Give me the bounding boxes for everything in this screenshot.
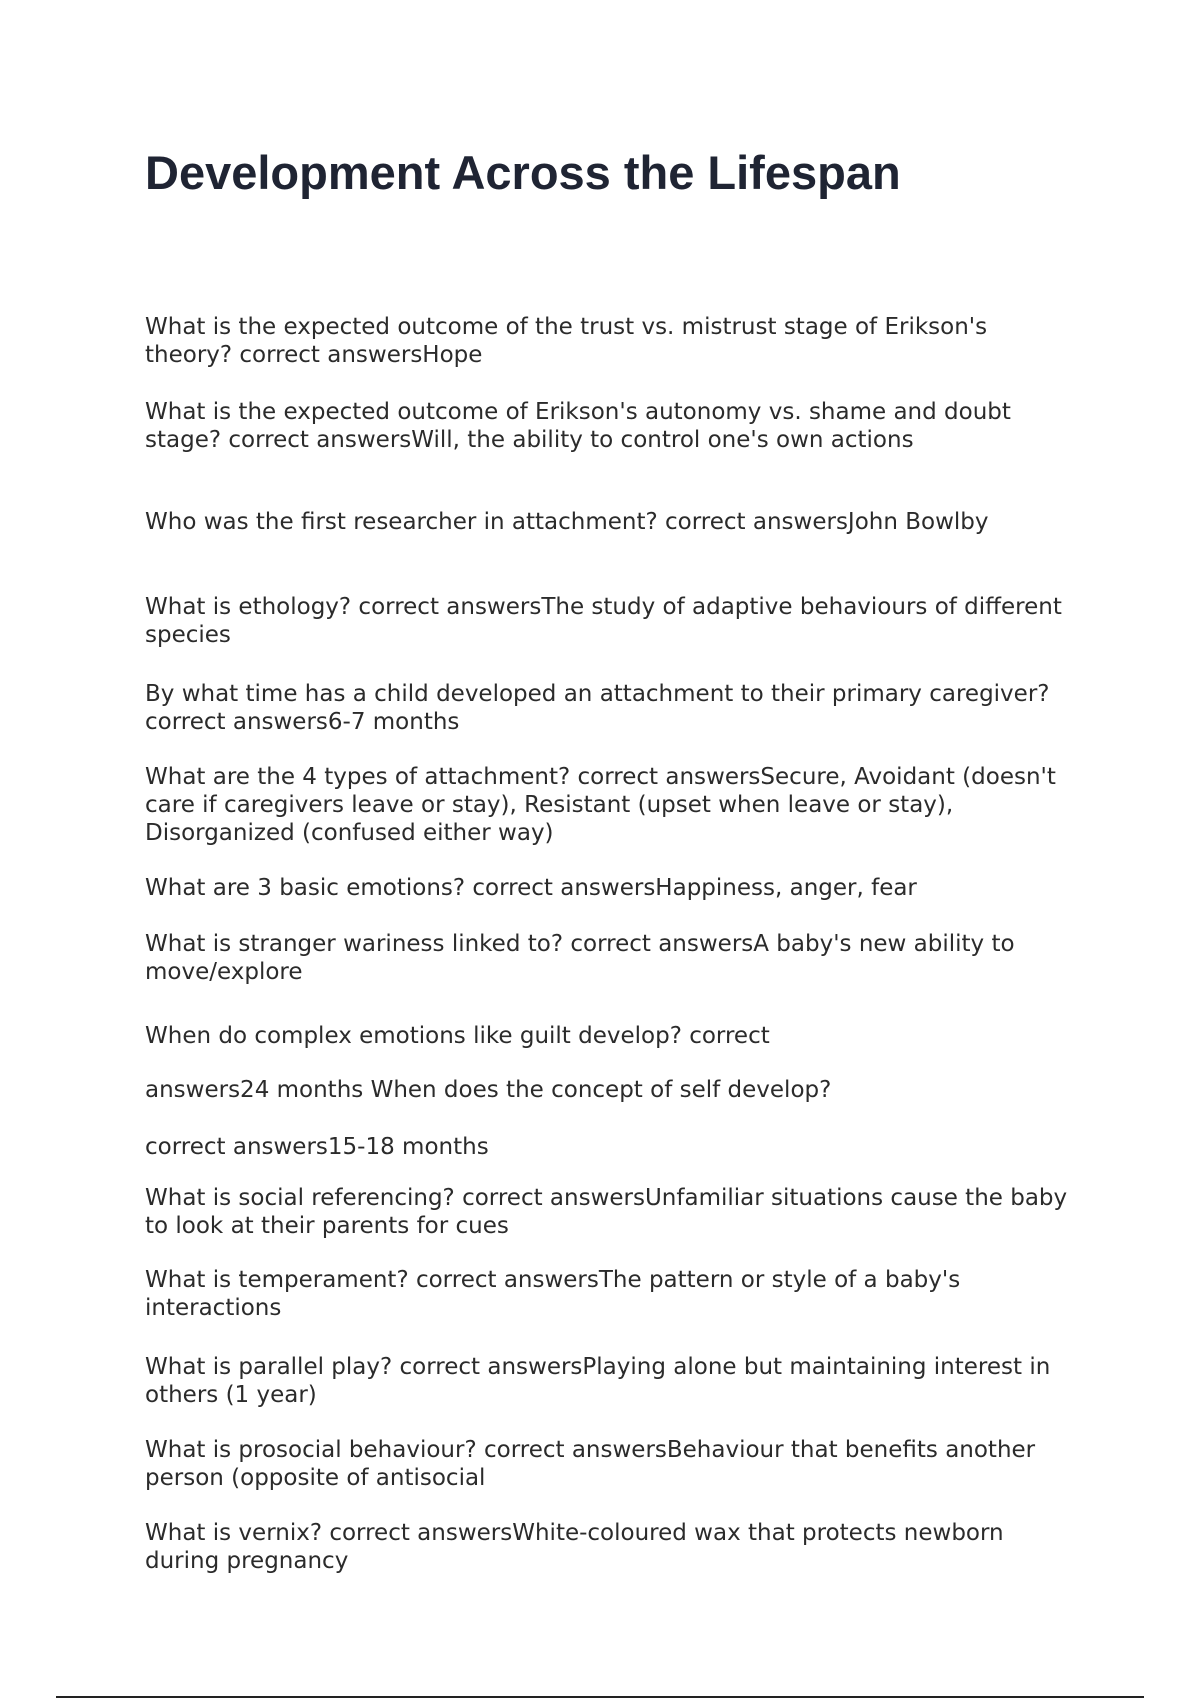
qa-paragraph: Who was the first researcher in attachment? correct answersJohn Bowlby bbox=[145, 509, 989, 535]
footer-divider bbox=[56, 1696, 1144, 1698]
qa-paragraph: When do complex emotions like guilt develop? correct bbox=[145, 1023, 770, 1049]
qa-paragraph: What is ethology? correct answersThe study of adaptive behaviours of different species bbox=[145, 594, 1062, 648]
qa-paragraph: What is the expected outcome of Erikson's autonomy vs. shame and doubt stage? correct answersWill, the ability to control one's own actions bbox=[145, 399, 1011, 453]
page-title: Development Across the Lifespan bbox=[145, 146, 901, 199]
qa-paragraph: answers24 months When does the concept of self develop? bbox=[145, 1077, 832, 1103]
qa-paragraph: What is temperament? correct answersThe pattern or style of a baby's interactions bbox=[145, 1267, 961, 1321]
qa-paragraph: What is stranger wariness linked to? correct answersA baby's new ability to move/explore bbox=[145, 931, 1015, 985]
qa-paragraph: What are the 4 types of attachment? correct answersSecure, Avoidant (doesn't care if caregivers leave or stay), Resistant (upset when leave or stay), Disorganized (confused either way) bbox=[145, 764, 1056, 846]
qa-paragraph: What is parallel play? correct answersPlaying alone but maintaining interest in others (1 year) bbox=[145, 1354, 1051, 1408]
qa-paragraph: What is social referencing? correct answersUnfamiliar situations cause the baby to look at their parents for cues bbox=[145, 1185, 1068, 1239]
qa-paragraph: correct answers15-18 months bbox=[145, 1134, 489, 1160]
qa-paragraph: What are 3 basic emotions? correct answersHappiness, anger, fear bbox=[145, 875, 917, 901]
qa-paragraph: What is the expected outcome of the trust vs. mistrust stage of Erikson's theory? correct answersHope bbox=[145, 314, 988, 368]
qa-paragraph: What is vernix? correct answersWhite-coloured wax that protects newborn during pregnancy bbox=[145, 1520, 1004, 1574]
qa-paragraph: By what time has a child developed an attachment to their primary caregiver? correct answers6-7 months bbox=[145, 681, 1050, 735]
qa-paragraph: What is prosocial behaviour? correct answersBehaviour that benefits another person (opposite of antisocial bbox=[145, 1437, 1036, 1491]
